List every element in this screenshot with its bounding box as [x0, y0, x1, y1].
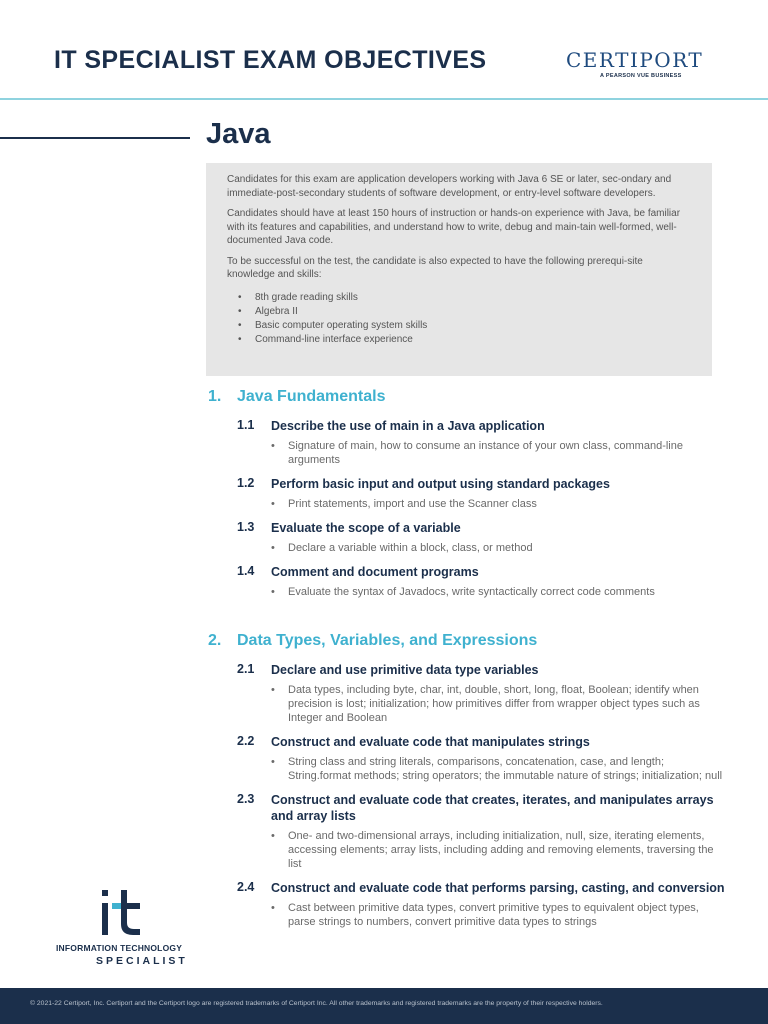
- objective-number: 2.3: [237, 792, 255, 806]
- objective-number: 2.1: [237, 662, 255, 676]
- page-title: Java: [206, 118, 271, 150]
- section-title: Java Fundamentals: [237, 388, 386, 405]
- section-java-fundamentals: [208, 388, 728, 599]
- objective-number: 1.3: [237, 520, 255, 534]
- it-logo-line2: SPECIALIST: [96, 955, 188, 967]
- objective-detail-text: String class and string literals, comparisons, concatenation, case, and length; String.format methods; string operators; the immutable nature of strings; initialization; null: [288, 756, 723, 782]
- objective-detail-text: Print statements, import and use the Scanner class: [288, 498, 537, 510]
- objective: [237, 520, 728, 555]
- objective-number: 1.1: [237, 418, 255, 432]
- objective-detail: • Print statements, import and use the Scanner class: [271, 498, 537, 510]
- title-rule: [0, 137, 190, 139]
- prerequisite-item: • Basic computer operating system skills: [227, 319, 691, 333]
- objective: [237, 880, 728, 929]
- intro-paragraph: To be successful on the test, the candidate is also expected to have the following prerequi-site knowledge and skills:: [227, 255, 643, 280]
- it-logo-mark-icon: [100, 890, 150, 935]
- objective-title: Perform basic input and output using standard packages: [271, 477, 610, 491]
- objective-title: Comment and document programs: [271, 565, 479, 579]
- objective-title: Describe the use of main in a Java application: [271, 419, 545, 433]
- prerequisite-item: • Command-line interface experience: [227, 333, 691, 347]
- page-header: [0, 0, 768, 100]
- intro-box: [206, 163, 712, 376]
- certiport-logo: [566, 48, 716, 82]
- section-number: 1.: [208, 388, 222, 405]
- objective-title: Declare and use primitive data type variables: [271, 663, 539, 677]
- copyright-text: © 2021-22 Certiport, Inc. Certiport and the Certiport logo are registered trademarks of Certiport Inc. All other trademarks and registered trademarks are the property of their respective holders.: [30, 1000, 603, 1007]
- intro-paragraph: Candidates should have at least 150 hours of instruction or hands-on experience with Java, be familiar with its features and capabilities, and understand how to write, debug and main-tain well-formed, well-documented Java code.: [227, 208, 681, 246]
- objective-number: 1.4: [237, 564, 255, 578]
- it-specialist-logo: [54, 890, 199, 970]
- page-footer: [0, 988, 768, 1024]
- objective-number: 2.2: [237, 734, 255, 748]
- prerequisite-list: [227, 291, 691, 347]
- objective-detail: • Signature of main, how to consume an instance of your own class, command-line arguments: [271, 440, 683, 466]
- objective-detail-text: Cast between primitive data types, convert primitive types to equivalent object types, parse strings to numbers, convert primitive data types to strings: [288, 902, 699, 928]
- prerequisite-item: • Algebra II: [227, 305, 691, 319]
- prerequisite-item: • 8th grade reading skills: [227, 291, 691, 305]
- header-title: IT SPECIALIST EXAM OBJECTIVES: [54, 46, 487, 74]
- objective-title: Construct and evaluate code that manipulates strings: [271, 735, 590, 749]
- objective: [237, 418, 728, 467]
- objective-number: 2.4: [237, 880, 255, 894]
- objective-detail-text: Declare a variable within a block, class, or method: [288, 542, 533, 554]
- objective-number: 1.2: [237, 476, 255, 490]
- objective-detail-text: Data types, including byte, char, int, double, short, long, float, Boolean; identify when precision is lost; initialization; how primitives differ from wrapper object types such as Integer and Boolean: [288, 684, 700, 724]
- objective-detail: • Data types, including byte, char, int, double, short, long, float, Boolean; identify when precision is lost; initialization; how primitives differ from wrapper object types such as Integer and Boolean: [271, 684, 700, 724]
- objective: [237, 564, 728, 599]
- objective-detail-text: One- and two-dimensional arrays, including initialization, null, size, iterating elements, accessing elements; array lists, including adding and removing elements, traversing the list: [288, 830, 714, 870]
- objective-detail: • One- and two-dimensional arrays, including initialization, null, size, iterating elements, accessing elements; array lists, including adding and removing elements, traversing the list: [271, 830, 714, 870]
- section-number: 2.: [208, 632, 222, 649]
- certiport-logo-subtext: A PEARSON VUE BUSINESS: [600, 73, 682, 79]
- objective-detail-text: Signature of main, how to consume an instance of your own class, command-line arguments: [288, 440, 683, 466]
- objective-title: Construct and evaluate code that creates, iterates, and manipulates arrays and array lists: [271, 793, 714, 823]
- section-heading: [208, 388, 728, 410]
- objective-detail: • Evaluate the syntax of Javadocs, write syntactically correct code comments: [271, 586, 655, 598]
- section-heading: [208, 632, 728, 654]
- objective: [237, 792, 728, 871]
- objective-detail: • String class and string literals, comparisons, concatenation, case, and length; String.format methods; string operators; the immutable nature of strings; initialization; null: [271, 756, 723, 782]
- objective: [237, 662, 728, 725]
- objective: [237, 734, 728, 783]
- intro-paragraph: Candidates for this exam are application developers working with Java 6 SE or later, sec-ondary and immediate-post-secondary students of software development, or entry-level software developers.: [227, 174, 672, 199]
- section-title: Data Types, Variables, and Expressions: [237, 632, 538, 649]
- objective-title: Construct and evaluate code that performs parsing, casting, and conversion: [271, 881, 725, 895]
- objective: [237, 476, 728, 511]
- objective-title: Evaluate the scope of a variable: [271, 521, 461, 535]
- objective-detail: • Cast between primitive data types, convert primitive types to equivalent object types, parse strings to numbers, convert primitive data types to strings: [271, 902, 699, 928]
- section-data-types: [208, 632, 728, 929]
- it-logo-line1: INFORMATION TECHNOLOGY: [56, 943, 183, 953]
- certiport-logo-text: CERTIPORT: [566, 48, 704, 72]
- objective-detail: • Declare a variable within a block, class, or method: [271, 542, 533, 554]
- objective-detail-text: Evaluate the syntax of Javadocs, write syntactically correct code comments: [288, 586, 655, 598]
